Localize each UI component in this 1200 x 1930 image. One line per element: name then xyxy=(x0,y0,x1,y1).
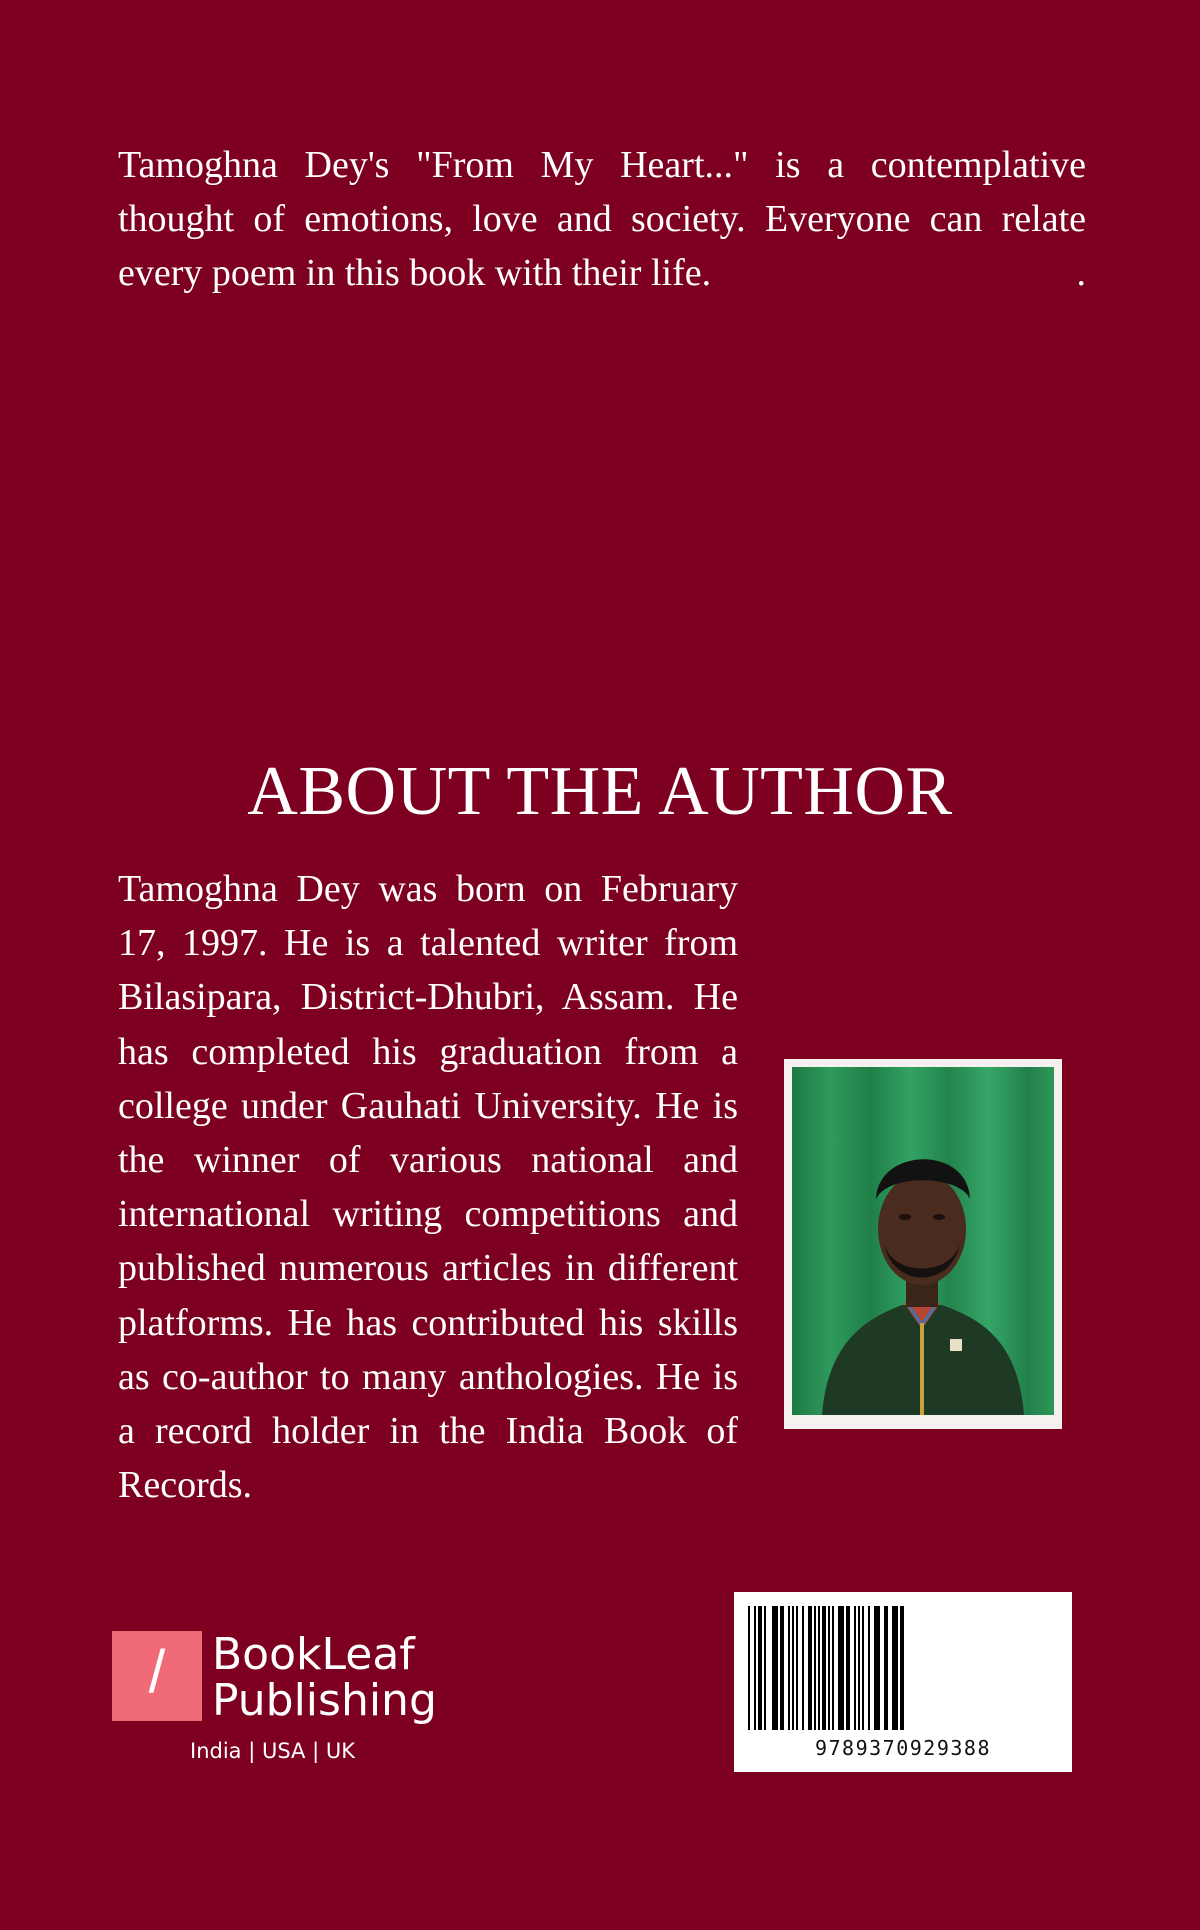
barcode-bar xyxy=(748,1606,750,1730)
barcode-bar xyxy=(874,1606,880,1730)
author-bio: Tamoghna Dey was born on February 17, 1997. He is a talented writer from Bilasipara, District-Dhubri, Assam. He has completed his graduation from a college under Gauhati University. He is the winner of various national and international writing competitions and published numerous articles in different platforms. He has contributed his skills as co-author to many anthologies. He is a record holder in the India Book of Records. xyxy=(118,868,738,1507)
barcode-bar xyxy=(884,1606,888,1730)
barcode-bar xyxy=(832,1606,834,1730)
barcode-bar xyxy=(792,1606,794,1730)
barcode-bar xyxy=(764,1606,766,1730)
isbn-number: 9789370929388 xyxy=(814,1736,992,1760)
logo-square-icon xyxy=(112,1631,202,1721)
barcode-bar xyxy=(846,1606,850,1730)
logo-slash: / xyxy=(148,1638,166,1705)
barcode-bar xyxy=(838,1606,844,1730)
barcode-bar xyxy=(796,1606,798,1730)
barcode-bar xyxy=(780,1606,784,1730)
barcode-icon xyxy=(734,1592,1072,1734)
publisher-name-line2: Publishing xyxy=(212,1675,437,1726)
barcode-bar xyxy=(788,1606,790,1730)
barcode-bar xyxy=(900,1606,904,1730)
barcode-bar xyxy=(858,1606,860,1730)
barcode-bar xyxy=(772,1606,778,1730)
barcode-bar xyxy=(892,1606,898,1730)
barcode-bar xyxy=(854,1606,856,1730)
barcode-bar xyxy=(814,1606,816,1730)
author-portrait-icon xyxy=(792,1067,1054,1415)
barcode-bar xyxy=(862,1606,864,1730)
author-photo xyxy=(784,1059,1062,1429)
blurb-text: Tamoghna Dey's "From My Heart..." is a contemplative thought of emotions, love and society. Everyone can relate every poem in this book with their life. xyxy=(118,144,1086,294)
back-cover-blurb xyxy=(118,138,1086,300)
barcode-bar xyxy=(818,1606,820,1730)
publisher-name-line1: BookLeaf xyxy=(212,1629,415,1680)
barcode-bar xyxy=(868,1606,870,1730)
blurb-trailing-mark: . xyxy=(1076,252,1086,294)
barcode-bar xyxy=(828,1606,830,1730)
barcode-bar xyxy=(754,1606,756,1730)
about-the-author-heading: ABOUT THE AUTHOR xyxy=(247,753,953,830)
barcode-bar xyxy=(808,1606,812,1730)
barcode-bar xyxy=(758,1606,762,1730)
isbn-barcode xyxy=(734,1592,1072,1772)
barcode-bar xyxy=(822,1606,826,1730)
barcode-bar xyxy=(802,1606,804,1730)
publisher-regions: India | USA | UK xyxy=(190,1739,355,1763)
